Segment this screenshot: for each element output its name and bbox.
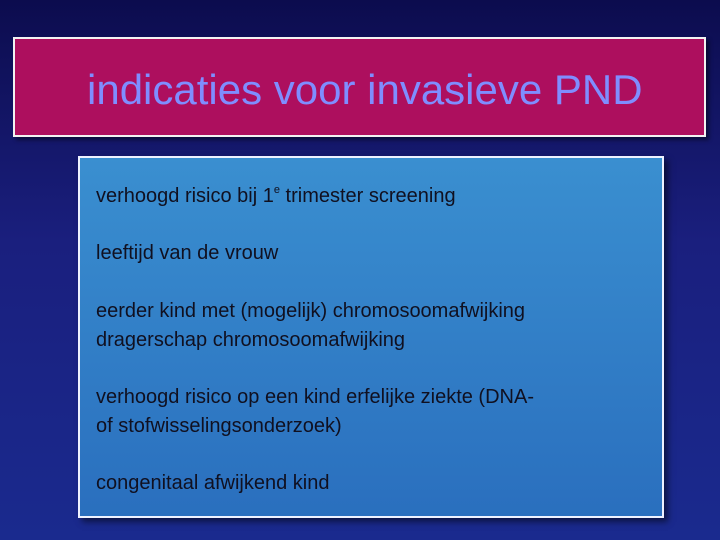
title-banner — [13, 37, 706, 137]
list-item-hereditary — [96, 383, 534, 441]
list-item-chromosome — [96, 297, 525, 355]
list-item-screening — [96, 182, 456, 211]
content-panel — [78, 156, 664, 518]
slide-title: indicaties voor invasieve PND — [87, 66, 643, 113]
screening-text-end: trimester screening — [280, 185, 456, 207]
list-item-congenital — [96, 469, 330, 498]
list-item-line: dragerschap chromosoomafwijking — [96, 329, 406, 351]
list-item-age — [96, 239, 278, 268]
list-item-line: congenitaal afwijkend kind — [96, 472, 330, 494]
list-item-line: eerder kind met (mogelijk) chromosoomafwijking — [96, 300, 526, 322]
list-item-line: verhoogd risico op een kind erfelijke ziekte (DNA- — [96, 386, 534, 408]
list-item-text — [96, 182, 456, 211]
list-item-line: of stofwisselingsonderzoek) — [96, 415, 342, 437]
list-item-line: leeftijd van de vrouw — [96, 242, 279, 264]
screening-text-start: verhoogd risico bij 1 — [96, 185, 274, 207]
ordinal-superscript: e — [273, 184, 280, 196]
